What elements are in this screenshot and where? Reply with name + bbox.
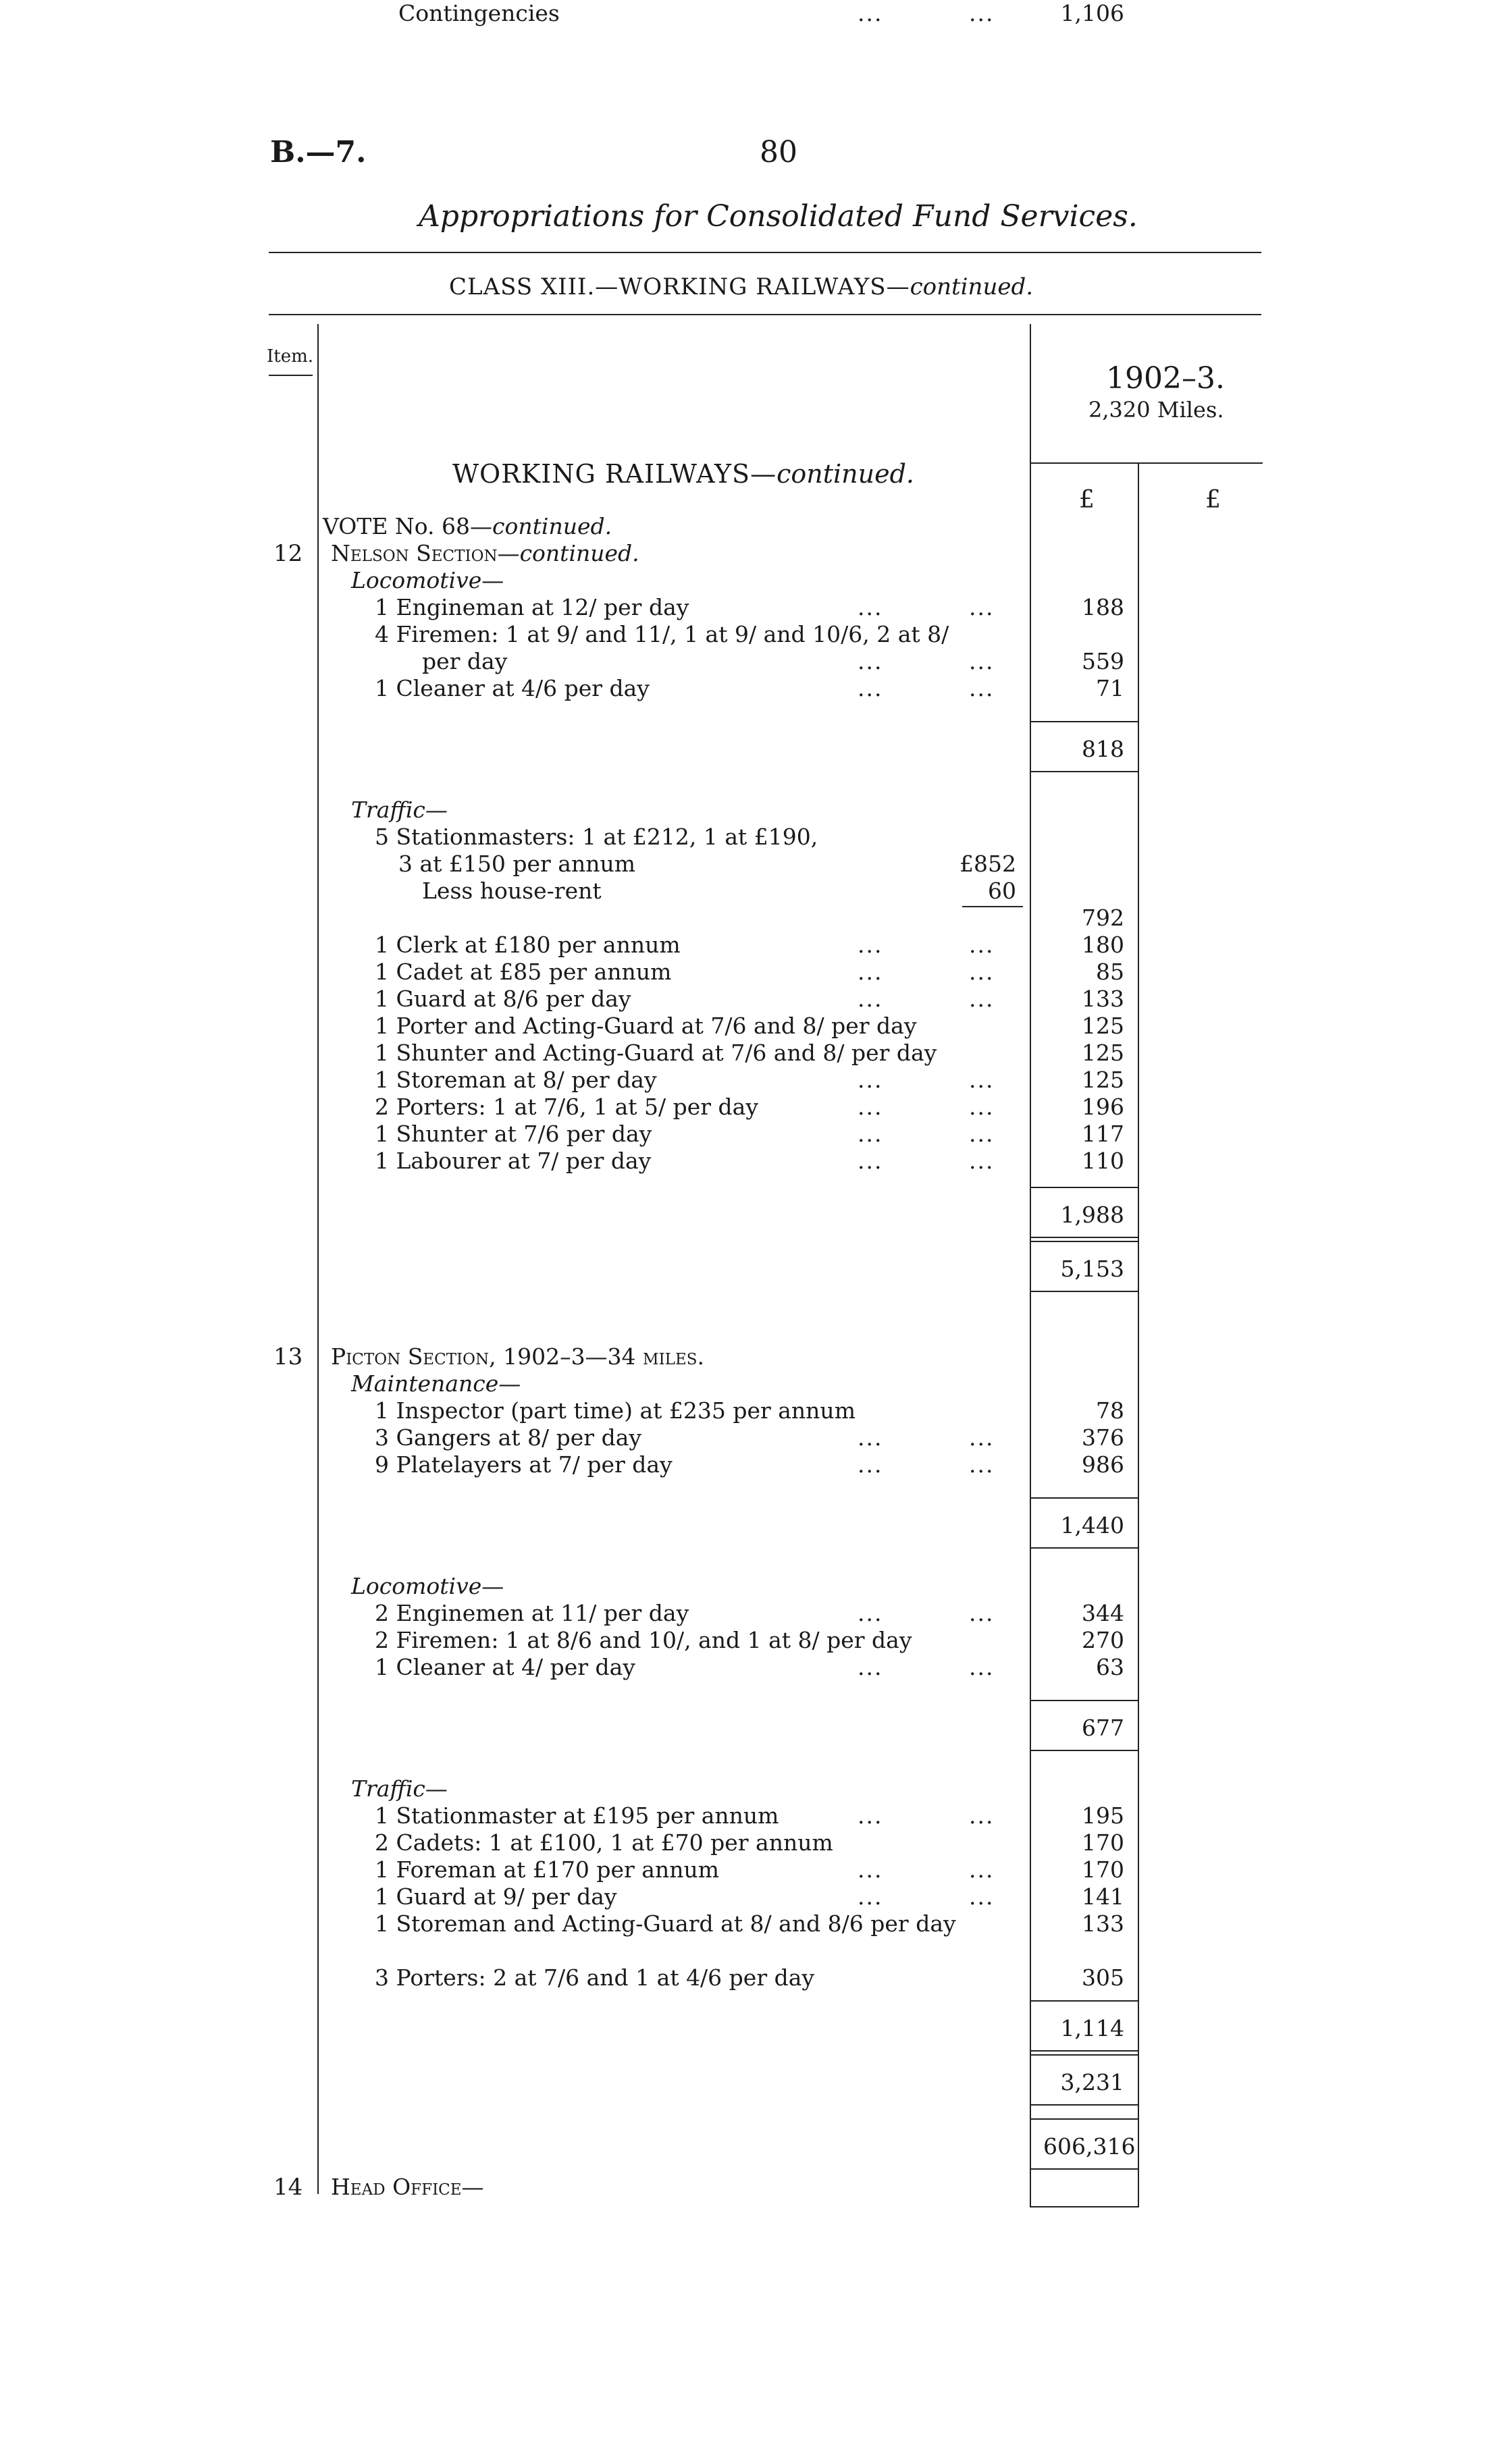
line-text: 1 Engineman at 12/ per day [375, 594, 689, 620]
line-text: 1 Storeman at 8/ per day [375, 1067, 657, 1093]
dot-leader: ... [969, 1148, 995, 1174]
class-heading-continued: continued. [910, 273, 1034, 300]
dot-leader: ... [858, 1654, 883, 1680]
line-text: 1 Shunter and Acting-Guard at 7/6 and 8/ per day [375, 1040, 937, 1066]
total-amount: 677 [1082, 1715, 1124, 1741]
total-underline [1031, 2050, 1138, 2052]
line-amount: 376 [1082, 1424, 1124, 1451]
document-reference: B.—7. [270, 135, 367, 169]
subtraction-rule [962, 906, 1023, 907]
line-text: 3 at £150 per annum [398, 851, 636, 877]
dot-leader: ... [969, 1856, 995, 1883]
line-text: 1 Cleaner at 4/6 per day [375, 675, 650, 701]
line-text: 1 Shunter at 7/6 per day [375, 1121, 652, 1147]
amount-column-left-rule [1030, 324, 1031, 2207]
line-text: 1 Guard at 9/ per day [375, 1883, 617, 1910]
line-amount: 196 [1082, 1094, 1124, 1120]
line-text: 3 Porters: 2 at 7/6 and 1 at 4/6 per day [375, 1964, 815, 1991]
amount-column-right-rule [1138, 462, 1139, 2207]
line-text: 1 Cadet at £85 per annum [375, 959, 672, 985]
line-text: Maintenance— [351, 1370, 521, 1397]
line-text: 2 Porters: 1 at 7/6, 1 at 5/ per day [375, 1094, 758, 1120]
year-heading: 1902–3. [1106, 361, 1225, 396]
dot-leader: ... [858, 1600, 883, 1626]
line-text: Traffic— [351, 1775, 448, 1802]
dot-leader: ... [858, 1856, 883, 1883]
total-amount: 818 [1082, 736, 1124, 762]
line-text: Contingencies [398, 0, 560, 26]
dot-leader: ... [969, 1451, 995, 1478]
line-amount: 85 [1096, 959, 1124, 985]
line-text: 1 Storeman and Acting-Guard at 8/ and 8/6 per day [375, 1910, 956, 1937]
total-rule [1031, 1187, 1138, 1188]
closing-rule [1031, 2206, 1138, 2207]
section-heading-text: WORKING RAILWAYS— [452, 459, 777, 489]
vote-label: VOTE No. 68— [323, 513, 493, 539]
subtotal-amount: £852 [959, 851, 1016, 877]
page-number: 80 [760, 135, 797, 169]
dot-leader: ... [858, 1148, 883, 1174]
item-column-rule [317, 324, 319, 2194]
line-text: 1 Labourer at 7/ per day [375, 1148, 652, 1174]
line-amount: 344 [1082, 1600, 1124, 1626]
line-text: Locomotive— [351, 567, 504, 593]
line-amount: 792 [1082, 905, 1124, 931]
line-amount: 559 [1082, 648, 1124, 674]
line-amount: 133 [1082, 1910, 1124, 1937]
line-text: 1 Guard at 8/6 per day [375, 986, 631, 1012]
dot-leader: ... [858, 1451, 883, 1478]
total-amount: 1,988 [1060, 1202, 1124, 1228]
line-amount: 125 [1082, 1067, 1124, 1093]
dot-leader: ... [969, 1600, 995, 1626]
line-amount: 195 [1082, 1802, 1124, 1829]
dot-leader: ... [969, 1121, 995, 1147]
line-text: 1 Clerk at £180 per annum [375, 932, 681, 958]
line-text: Nelson Section—continued. [331, 540, 639, 566]
vote-continued: continued. [492, 513, 612, 539]
dot-leader: ... [858, 1067, 883, 1093]
total-rule [1031, 2118, 1138, 2120]
line-text: per day [422, 648, 508, 674]
item-header-underline [269, 375, 313, 376]
dot-leader: ... [858, 1883, 883, 1910]
line-text: 9 Platelayers at 7/ per day [375, 1451, 673, 1478]
dot-leader: ... [969, 932, 995, 958]
line-text: 1 Cleaner at 4/ per day [375, 1654, 635, 1680]
money-header-rule [1030, 462, 1263, 464]
total-underline [1031, 1750, 1138, 1751]
total-underline [1031, 2104, 1138, 2106]
dot-leader: ... [858, 1424, 883, 1451]
total-underline [1031, 1291, 1138, 1292]
total-rule [1031, 2054, 1138, 2056]
total-amount: 5,153 [1060, 1256, 1124, 1282]
dot-leader: ... [969, 648, 995, 674]
dot-leader: ... [969, 0, 995, 26]
total-rule [1031, 1497, 1138, 1499]
line-amount: 78 [1096, 1397, 1124, 1424]
line-text: 3 Gangers at 8/ per day [375, 1424, 642, 1451]
total-amount: 1,440 [1060, 1512, 1124, 1538]
section-heading-continued: continued. [777, 459, 914, 489]
total-rule [1031, 1700, 1138, 1701]
line-text: 5 Stationmasters: 1 at £212, 1 at £190, [375, 824, 818, 850]
line-text: 2 Cadets: 1 at £100, 1 at £70 per annum [375, 1829, 833, 1856]
line-text: Locomotive— [351, 1573, 504, 1599]
total-rule [1031, 2000, 1138, 2002]
miles-heading: 2,320 Miles. [1088, 397, 1224, 423]
dot-leader: ... [969, 594, 995, 620]
total-rule [1031, 721, 1138, 722]
line-text: 1 Foreman at £170 per annum [375, 1856, 720, 1883]
dot-leader: ... [969, 959, 995, 985]
line-amount: 188 [1082, 594, 1124, 620]
dot-leader: ... [969, 1424, 995, 1451]
subtotal-amount: 60 [988, 878, 1016, 904]
dot-leader: ... [858, 0, 883, 26]
section-heading [452, 459, 914, 489]
line-text: 1 Porter and Acting-Guard at 7/6 and 8/ per day [375, 1013, 917, 1039]
line-text: 4 Firemen: 1 at 9/ and 11/, 1 at 9/ and 10/6, 2 at 8/ [375, 621, 949, 647]
dot-leader: ... [969, 1094, 995, 1120]
total-underline [1031, 1547, 1138, 1549]
line-text: 2 Firemen: 1 at 8/6 and 10/, and 1 at 8/ per day [375, 1627, 912, 1653]
line-text: 1 Inspector (part time) at £235 per annum [375, 1397, 856, 1424]
line-amount: 1,106 [1060, 0, 1124, 26]
total-amount: 1,114 [1060, 2015, 1124, 2041]
line-amount: 71 [1096, 675, 1124, 701]
continued-note: continued. [519, 540, 639, 566]
total-amount: 606,316 [1043, 2133, 1136, 2160]
dot-leader: ... [858, 648, 883, 674]
total-rule [1031, 1241, 1138, 1242]
total-underline [1031, 771, 1138, 772]
dot-leader: ... [969, 1067, 995, 1093]
line-amount: 141 [1082, 1883, 1124, 1910]
item-number: 12 [273, 540, 303, 567]
pound-column-1-header: £ [1079, 486, 1095, 514]
dot-leader: ... [969, 1802, 995, 1829]
line-amount: 986 [1082, 1451, 1124, 1478]
pound-column-2-header: £ [1205, 486, 1221, 514]
table-top-rule [269, 314, 1261, 315]
dot-leader: ... [858, 1802, 883, 1829]
dot-leader: ... [858, 986, 883, 1012]
dot-leader: ... [969, 1654, 995, 1680]
line-amount: 305 [1082, 1964, 1124, 1991]
total-underline [1031, 2168, 1138, 2170]
total-amount: 3,231 [1060, 2069, 1124, 2095]
item-column-header: Item. [267, 346, 314, 367]
line-text: 2 Enginemen at 11/ per day [375, 1600, 689, 1626]
line-amount: 125 [1082, 1013, 1124, 1039]
line-text: Less house-rent [422, 878, 602, 904]
dot-leader: ... [969, 675, 995, 701]
item-number: 14 [273, 2174, 303, 2201]
dot-leader: ... [969, 1883, 995, 1910]
item-number: 13 [273, 1343, 303, 1370]
line-amount: 110 [1082, 1148, 1124, 1174]
line-amount: 270 [1082, 1627, 1124, 1653]
class-heading-text: CLASS XIII.—WORKING RAILWAYS— [449, 273, 910, 300]
line-text: Head Office— [331, 2174, 484, 2200]
dot-leader: ... [858, 959, 883, 985]
dot-leader: ... [858, 675, 883, 701]
dot-leader: ... [969, 986, 995, 1012]
title-rule [269, 252, 1261, 253]
line-text: Picton Section, 1902–3—34 miles. [331, 1343, 704, 1370]
line-amount: 117 [1082, 1121, 1124, 1147]
line-amount: 170 [1082, 1856, 1124, 1883]
dot-leader: ... [858, 1121, 883, 1147]
page-title: Appropriations for Consolidated Fund Services. [419, 199, 1138, 234]
total-underline [1031, 1237, 1138, 1238]
dot-leader: ... [858, 594, 883, 620]
vote-heading [323, 513, 612, 539]
dot-leader: ... [858, 932, 883, 958]
line-amount: 180 [1082, 932, 1124, 958]
line-text: 1 Stationmaster at £195 per annum [375, 1802, 779, 1829]
line-amount: 133 [1082, 986, 1124, 1012]
line-amount: 63 [1096, 1654, 1124, 1680]
class-heading [449, 273, 1033, 300]
line-text: Traffic— [351, 797, 448, 823]
line-amount: 125 [1082, 1040, 1124, 1066]
dot-leader: ... [858, 1094, 883, 1120]
line-amount: 170 [1082, 1829, 1124, 1856]
